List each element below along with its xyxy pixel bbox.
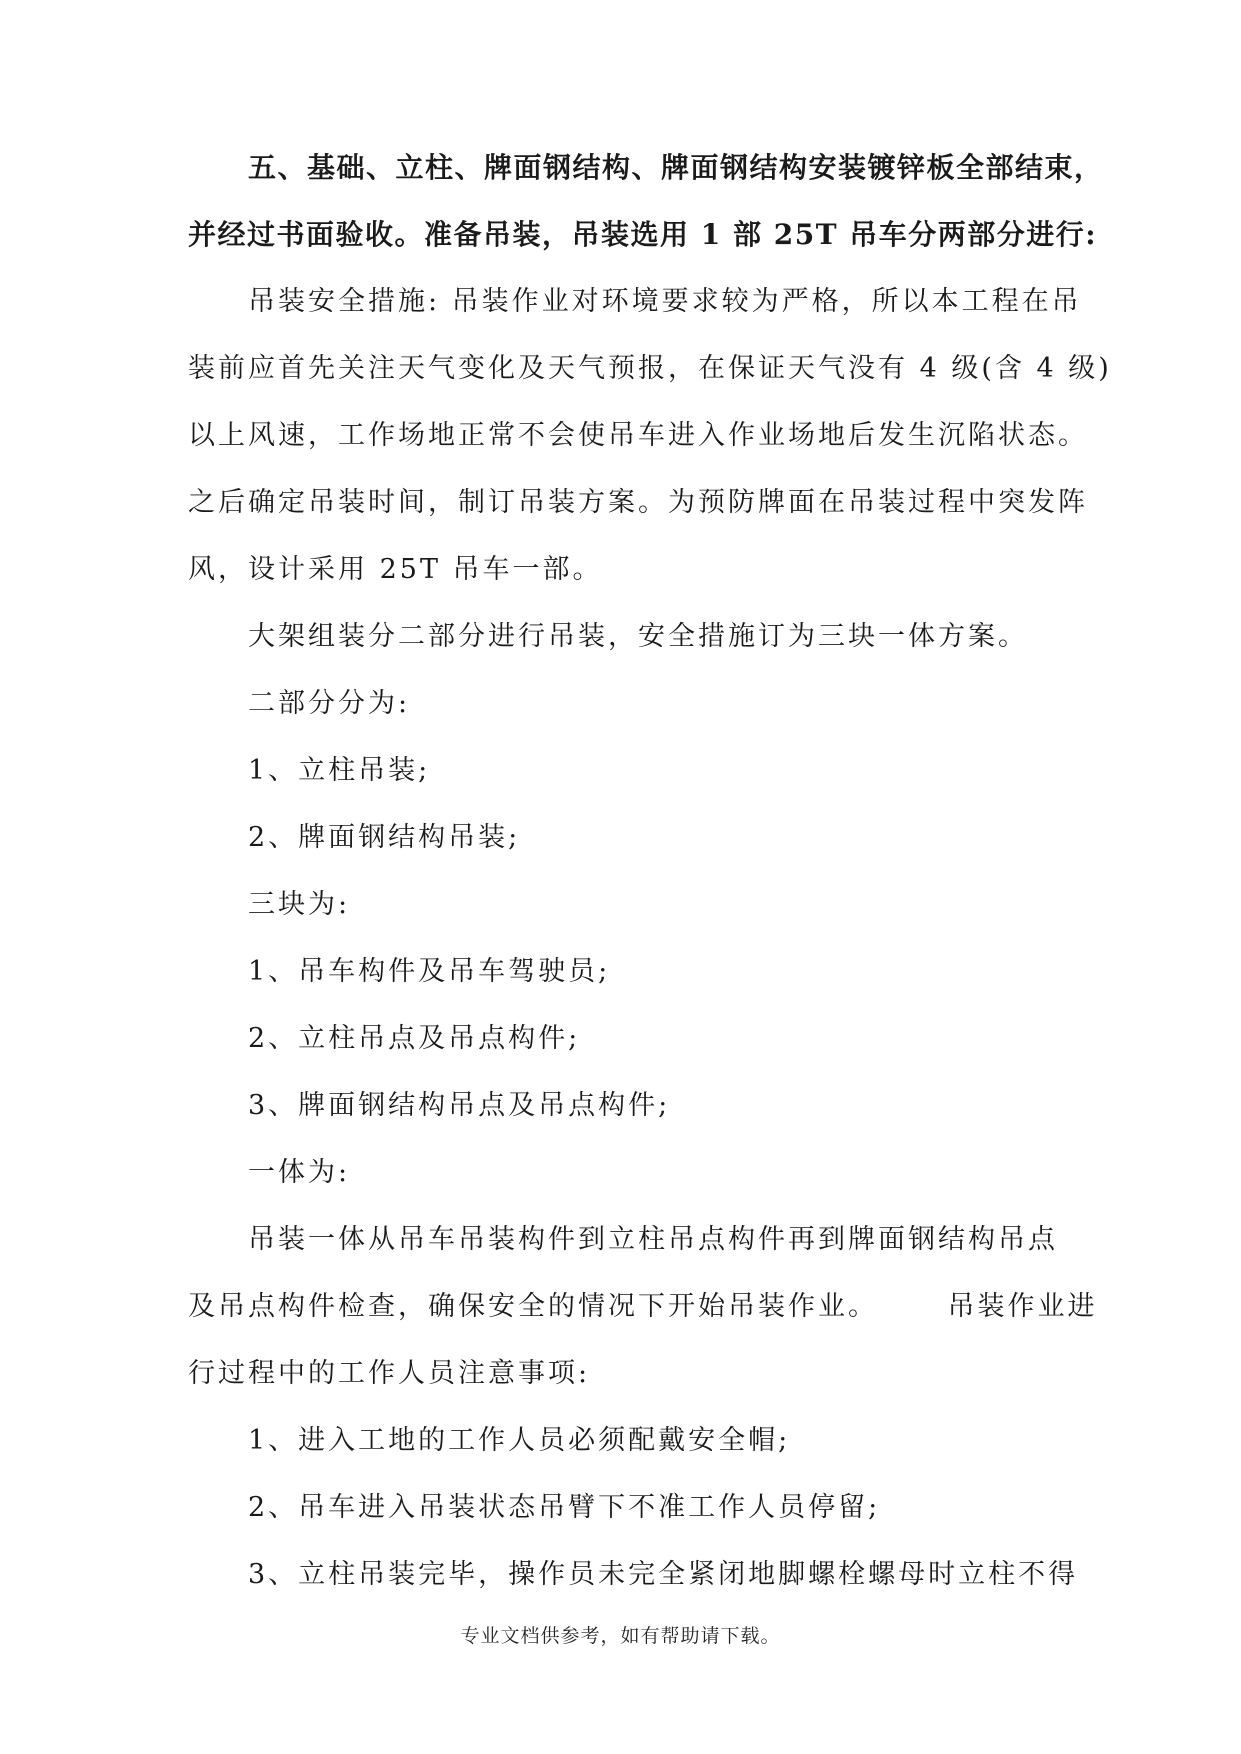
paragraph-line: 之后确定吊装时间，制订吊装方案。为预防牌面在吊装过程中突发阵 — [188, 487, 1088, 518]
list-item: 1、进入工地的工作人员必须配戴安全帽; — [248, 1425, 791, 1456]
paragraph-line: 风，设计采用 25T 吊车一部。 — [188, 554, 603, 585]
heading-line-2: 并经过书面验收。准备吊装，吊装选用 1 部 25T 吊车分两部分进行: — [188, 218, 1098, 251]
paragraph-line: 及吊点构件检查，确保安全的情况下开始吊装作业。 吊装作业进 — [188, 1291, 1098, 1322]
list-item: 2、立柱吊点及吊点构件; — [248, 1023, 581, 1054]
heading-line-1: 五、基础、立柱、牌面钢结构、牌面钢结构安装镀锌板全部结束， — [248, 151, 1104, 184]
paragraph-line: 二部分分为: — [248, 688, 411, 719]
list-item: 1、吊车构件及吊车驾驶员; — [248, 956, 611, 987]
paragraph-line: 大架组装分二部分进行吊装，安全措施订为三块一体方案。 — [248, 621, 1028, 652]
list-item: 3、牌面钢结构吊点及吊点构件; — [248, 1090, 671, 1121]
list-item: 2、牌面钢结构吊装; — [248, 822, 521, 853]
list-item: 1、立柱吊装; — [248, 755, 431, 786]
paragraph-line: 以上风速，工作场地正常不会使吊车进入作业场地后发生沉陷状态。 — [188, 420, 1088, 451]
paragraph-line: 行过程中的工作人员注意事项: — [188, 1358, 591, 1389]
paragraph-line: 装前应首先关注天气变化及天气预报，在保证天气没有 4 级(含 4 级) — [188, 353, 1112, 384]
paragraph-line: 吊装安全措施: 吊装作业对环境要求较为严格，所以本工程在吊 — [248, 286, 1082, 317]
paragraph-line: 吊装一体从吊车吊装构件到立柱吊点构件再到牌面钢结构吊点 — [248, 1224, 1058, 1255]
list-item: 3、立柱吊装完毕，操作员未完全紧闭地脚螺栓螺母时立柱不得 — [248, 1559, 1079, 1590]
page-footer: 专业文档供参考，如有帮助请下载。 — [460, 1625, 781, 1647]
paragraph-line: 一体为: — [248, 1157, 351, 1188]
list-item: 2、吊车进入吊装状态吊臂下不准工作人员停留; — [248, 1492, 881, 1523]
paragraph-line: 三块为: — [248, 889, 351, 920]
